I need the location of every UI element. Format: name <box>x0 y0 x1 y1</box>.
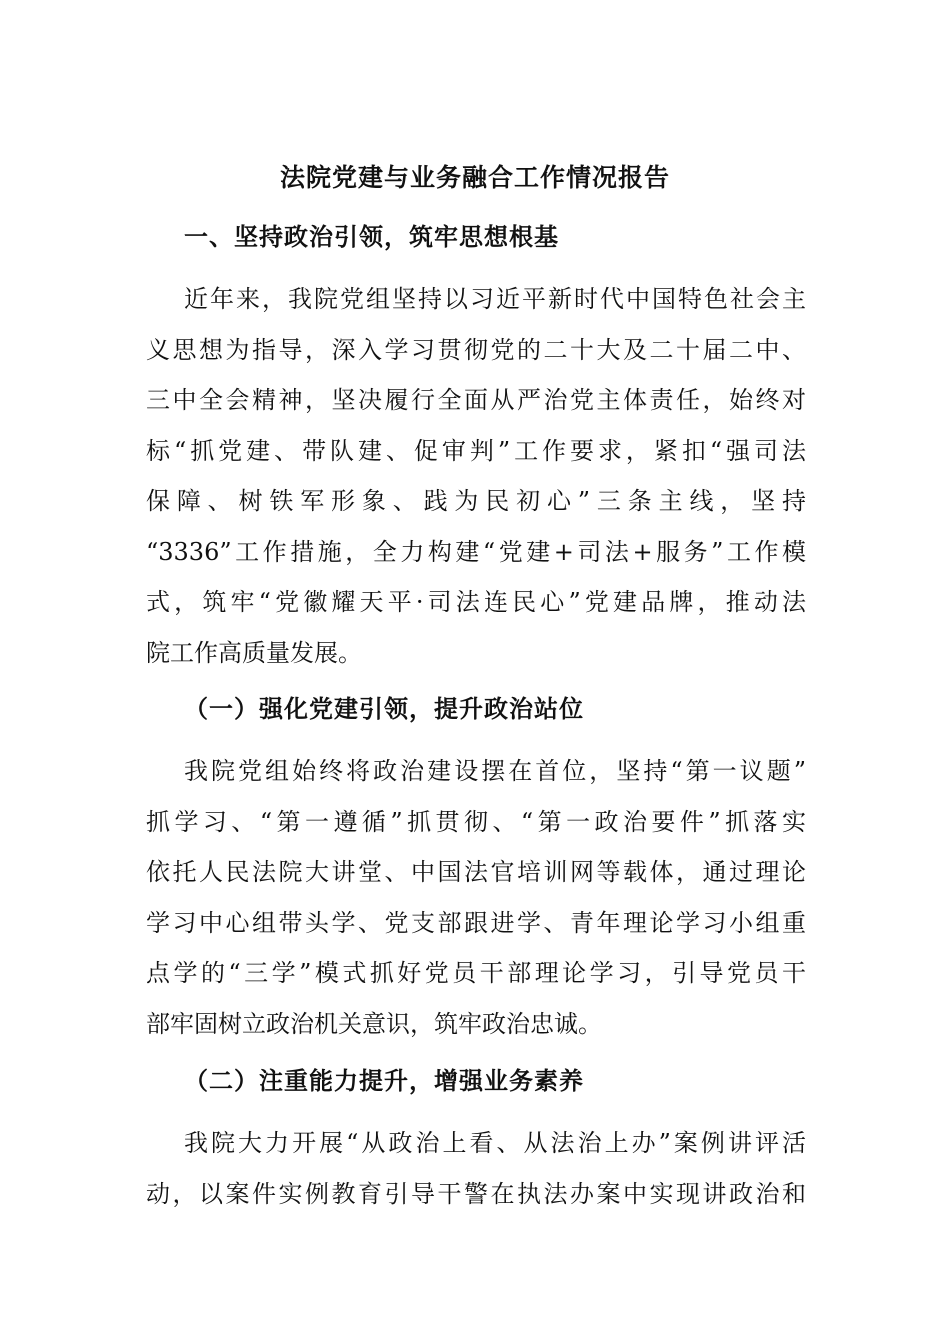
paragraph-line: 保障、树铁军形象、践为民初心”三条主线，坚持 <box>146 487 806 515</box>
subsection-heading-2: （二）注重能力提升，增强业务素养 <box>184 1066 584 1095</box>
paragraph-line: 三中全会精神，坚决履行全面从严治党主体责任，始终对 <box>146 386 806 414</box>
paragraph-line: “3336”工作措施，全力构建“党建+司法+服务”工作模 <box>146 537 806 566</box>
paragraph-line: 抓学习、“第一遵循”抓贯彻、“第一政治要件”抓落实 <box>146 807 806 836</box>
subsection-heading-1: （一）强化党建引领，提升政治站位 <box>184 694 584 723</box>
paragraph-line: 标“抓党建、带队建、促审判”工作要求，紧扣“强司法 <box>146 436 806 465</box>
paragraph-line: 院工作高质量发展。 <box>146 638 362 667</box>
section1-paragraph <box>146 274 806 678</box>
paragraph-line: 我院大力开展“从政治上看、从法治上办”案例讲评活 <box>184 1129 806 1157</box>
section-heading-1: 一、坚持政治引领，筑牢思想根基 <box>184 222 559 251</box>
paragraph-line: 动，以案件实例教育引导干警在执法办案中实现讲政治和 <box>146 1179 806 1208</box>
paragraph-line: 我院党组始终将政治建设摆在首位，坚持“第一议题” <box>184 757 806 785</box>
paragraph-line: 义思想为指导，深入学习贯彻党的二十大及二十届二中、 <box>146 335 806 364</box>
paragraph-line: 依托人民法院大讲堂、中国法官培训网等载体，通过理论 <box>146 858 806 886</box>
subsection1-paragraph <box>146 746 806 1049</box>
paragraph-line: 式，筑牢“党徽耀天平·司法连民心”党建品牌，推动法 <box>146 588 806 616</box>
paragraph-line: 点学的“三学”模式抓好党员干部理论学习，引导党员干 <box>146 959 806 987</box>
paragraph-line: 学习中心组带头学、党支部跟进学、青年理论学习小组重 <box>146 908 806 937</box>
paragraph-line: 部牢固树立政治机关意识，筑牢政治忠诚。 <box>146 1009 602 1038</box>
subsection2-paragraph <box>146 1118 806 1219</box>
paragraph-line: 近年来，我院党组坚持以习近平新时代中国特色社会主 <box>184 285 806 313</box>
document-title: 法院党建与业务融合工作情况报告 <box>279 163 670 192</box>
